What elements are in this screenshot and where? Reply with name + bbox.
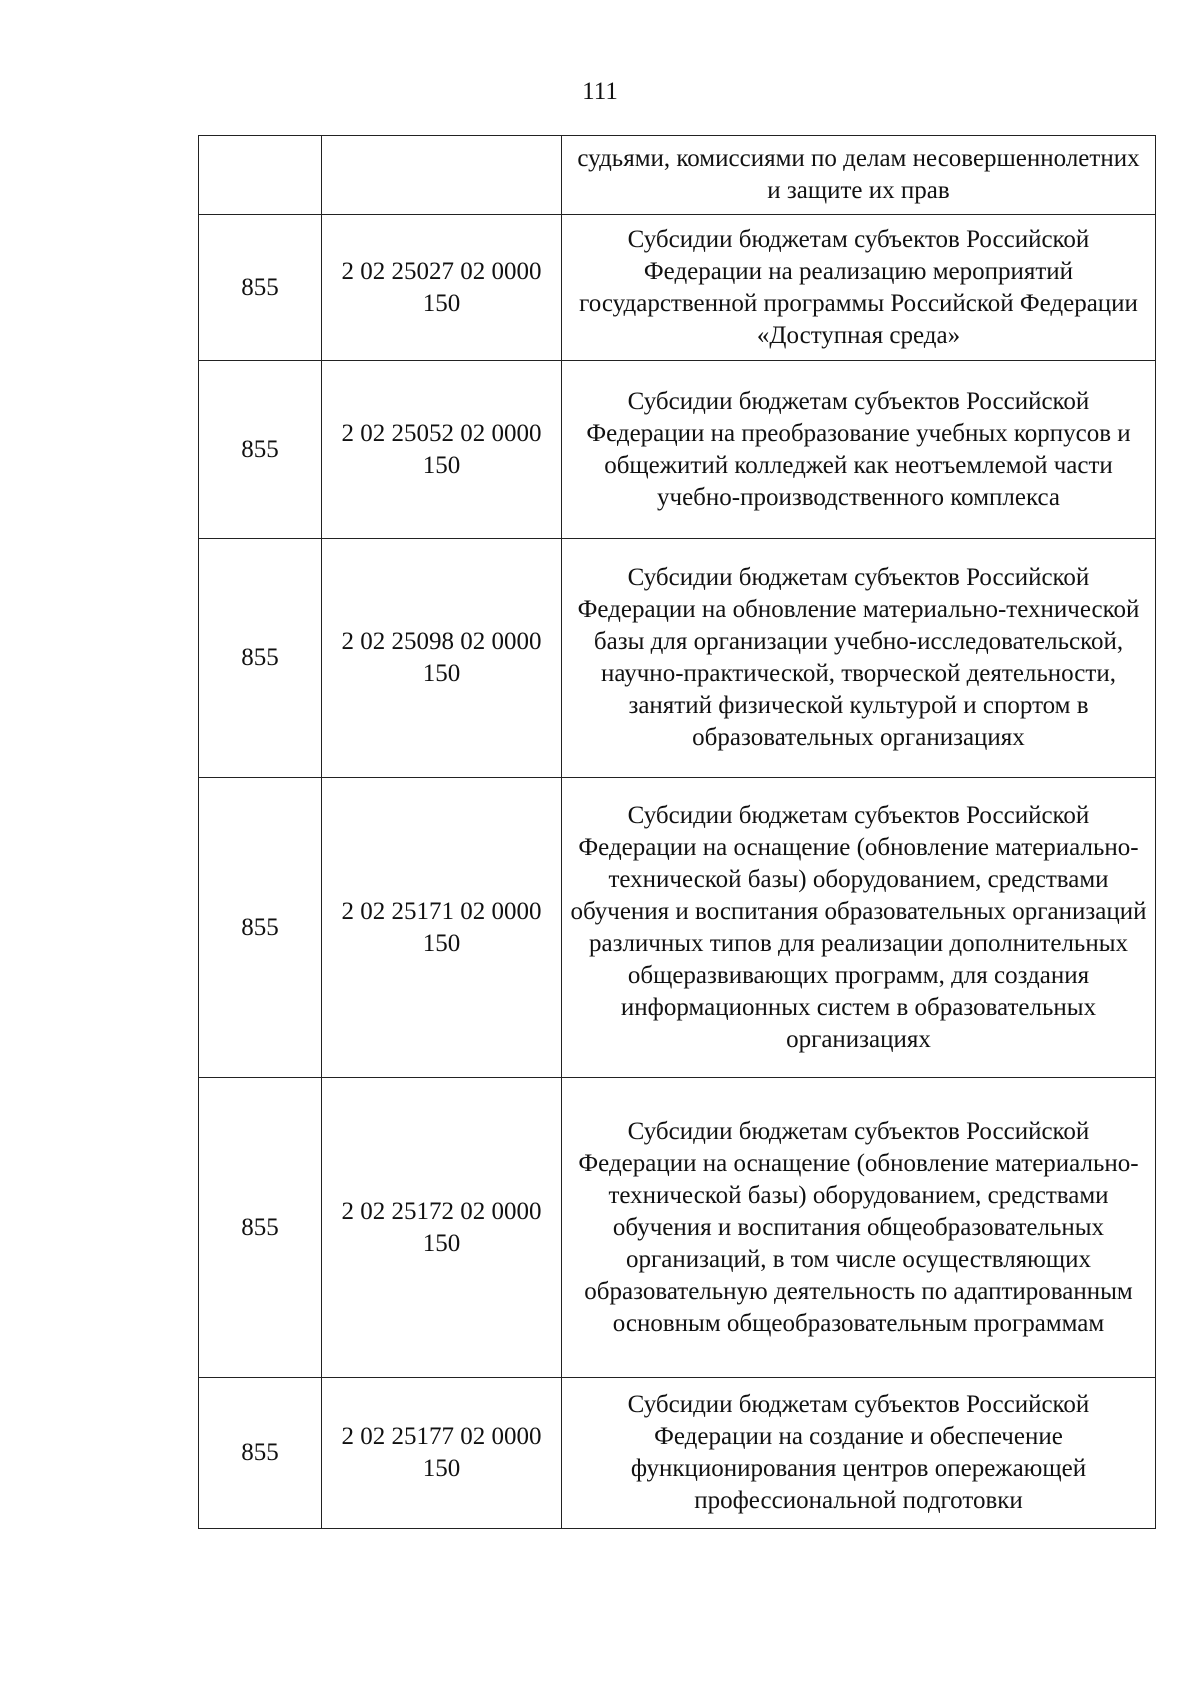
admin-code-cell: 855 bbox=[199, 361, 322, 539]
budget-code-line-1: 2 02 25171 02 0000 bbox=[341, 897, 542, 925]
budget-code-cell bbox=[322, 215, 562, 361]
budget-code-line-1: 2 02 25172 02 0000 bbox=[341, 1197, 542, 1225]
budget-code-cell bbox=[322, 1378, 562, 1529]
budget-code-line-2: 150 bbox=[422, 1455, 461, 1482]
page-number: 111 bbox=[582, 78, 618, 105]
budget-code-line-1: 2 02 25177 02 0000 bbox=[341, 1423, 542, 1450]
table-row bbox=[199, 539, 1156, 778]
budget-code-line-1: 2 02 25052 02 0000 bbox=[341, 419, 542, 447]
table-row bbox=[199, 1378, 1156, 1529]
budget-code-cell bbox=[322, 136, 562, 215]
description-cell: Субсидии бюджетам субъектов Российской Федерации на оснащение (обновление материально-технической базы) оборудованием, средствами обучения и воспитания образовательных организаций различных типов для реализации дополнительных общеразвивающих программ, для создания информационных систем в образовательных организациях bbox=[562, 778, 1156, 1078]
table-row bbox=[199, 1078, 1156, 1378]
budget-code-line-2: 150 bbox=[422, 451, 461, 479]
budget-code-line-2: 150 bbox=[422, 660, 461, 687]
table-row bbox=[199, 778, 1156, 1078]
table-row-continuation bbox=[199, 136, 1156, 215]
budget-code-line-2: 150 bbox=[422, 1229, 461, 1257]
admin-code-cell: 855 bbox=[199, 539, 322, 778]
budget-code-cell bbox=[322, 1078, 562, 1378]
description-cell: Субсидии бюджетам субъектов Российской Федерации на обновление материально-технической базы для организации учебно-исследовательской, научно-практической, творческой деятельности, занятий физической культурой и спортом в образовательных организациях bbox=[562, 539, 1156, 778]
admin-code-cell: 855 bbox=[199, 778, 322, 1078]
budget-code-line-2: 150 bbox=[422, 289, 461, 317]
budget-code-line-1: 2 02 25098 02 0000 bbox=[341, 628, 542, 655]
table-row bbox=[199, 215, 1156, 361]
admin-code-cell: 855 bbox=[199, 215, 322, 361]
budget-code-cell bbox=[322, 361, 562, 539]
table-row bbox=[199, 361, 1156, 539]
description-cell: Субсидии бюджетам субъектов Российской Федерации на создание и обеспечение функционирования центров опережающей профессиональной подготовки bbox=[562, 1378, 1156, 1529]
budget-code-line-2: 150 bbox=[422, 929, 461, 957]
budget-code-line-1: 2 02 25027 02 0000 bbox=[341, 257, 542, 285]
budget-code-cell bbox=[322, 539, 562, 778]
admin-code-cell: 855 bbox=[199, 1078, 322, 1378]
revenue-codes-table bbox=[198, 135, 1156, 1529]
admin-code-cell: 855 bbox=[199, 1378, 322, 1529]
description-cell: судьями, комиссиями по делам несовершеннолетних и защите их прав bbox=[562, 136, 1156, 215]
description-cell: Субсидии бюджетам субъектов Российской Федерации на оснащение (обновление материально-технической базы) оборудованием, средствами обучения и воспитания общеобразовательных организаций, в том числе осуществляющих образовательную деятельность по адаптированным основным общеобразовательным программам bbox=[562, 1078, 1156, 1378]
budget-code-cell bbox=[322, 778, 562, 1078]
description-cell: Субсидии бюджетам субъектов Российской Федерации на преобразование учебных корпусов и общежитий колледжей как неотъемлемой части учебно-производственного комплекса bbox=[562, 361, 1156, 539]
description-cell: Субсидии бюджетам субъектов Российской Федерации на реализацию мероприятий государственной программы Российской Федерации «Доступная среда» bbox=[562, 215, 1156, 361]
admin-code-cell bbox=[199, 136, 322, 215]
